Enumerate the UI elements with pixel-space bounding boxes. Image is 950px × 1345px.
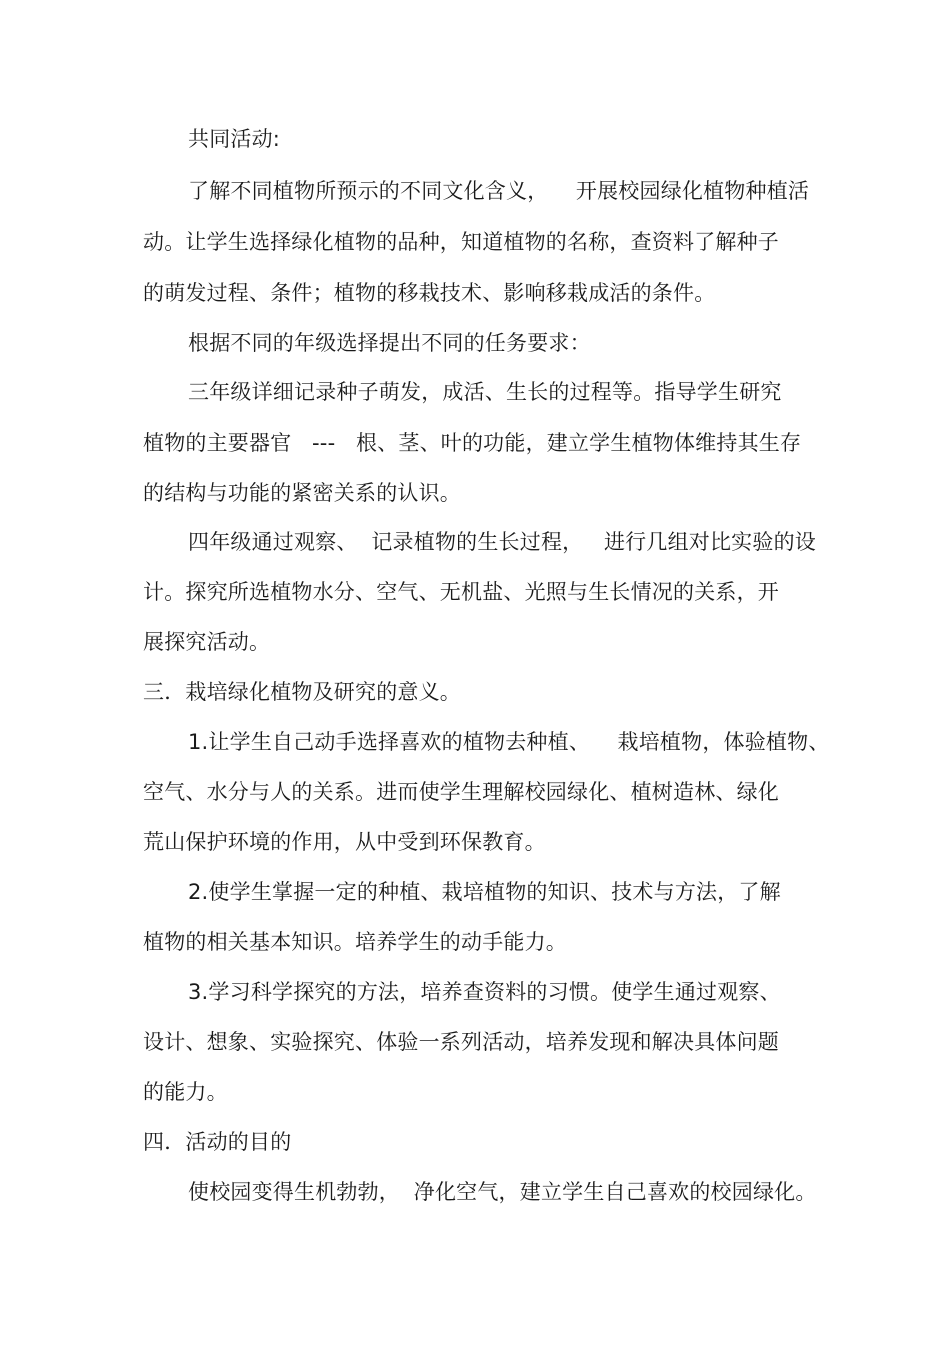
paragraph-line: 空气、水分与人的关系。进而使学生理解校园绿化、植树造林、绿化 [143,780,779,804]
paragraph-line: 1.让学生自己动手选择喜欢的植物去种植、 栽培植物，体验植物、 [188,730,830,754]
paragraph-line: 植物的主要器官 --- 根、茎、叶的功能，建立学生植物体维持其生存 [143,431,802,455]
paragraph-line: 共同活动: [188,127,281,151]
paragraph-line: 3.学习科学探究的方法，培养查资料的习惯。使学生通过观察、 [188,980,781,1004]
paragraph-line: 荒山保护环境的作用，从中受到环保教育。 [143,830,546,854]
paragraph-line: 使校园变得生机勃勃， 净化空气，建立学生自己喜欢的校园绿化。 [188,1180,817,1204]
paragraph-line: 三年级详细记录种子萌发，成活、生长的过程等。指导学生研究 [188,380,782,404]
paragraph-line: 植物的相关基本知识。培养学生的动手能力。 [143,930,567,954]
paragraph-line: 的能力。 [143,1080,228,1104]
paragraph-line: 的萌发过程、条件；植物的移栽技术、影响移栽成活的条件。 [143,281,716,305]
paragraph-line: 2.使学生掌握一定的种植、栽培植物的知识、技术与方法，了解 [188,880,781,904]
paragraph-line: 根据不同的年级选择提出不同的任务要求： [188,331,591,355]
section-heading: 三．栽培绿化植物及研究的意义。 [143,680,461,704]
section-heading: 四．活动的目的 [143,1130,292,1154]
paragraph-line: 计。探究所选植物水分、空气、无机盐、光照与生长情况的关系，开 [143,580,779,604]
paragraph-line: 了解不同植物所预示的不同文化含义， 开展校园绿化植物种植活 [188,179,810,203]
paragraph-line: 展探究活动。 [143,630,271,654]
paragraph-line: 设计、想象、实验探究、体验一系列活动，培养发现和解决具体问题 [143,1030,779,1054]
paragraph-line: 动。让学生选择绿化植物的品种，知道植物的名称，查资料了解种子 [143,230,779,254]
paragraph-line: 四年级通过观察、 记录植物的生长过程， 进行几组对比实验的设 [188,530,816,554]
paragraph-line: 的结构与功能的紧密关系的认识。 [143,481,461,505]
